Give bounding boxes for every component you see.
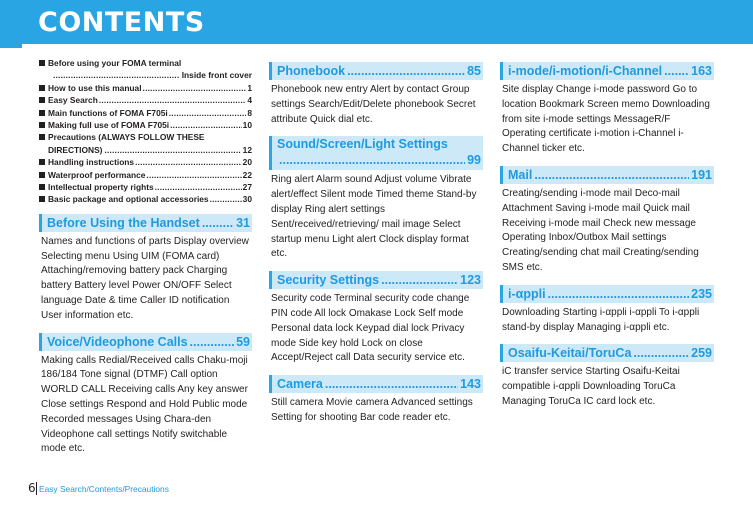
toc-leader-dots <box>169 107 247 119</box>
section-body-before-using: Names and functions of parts Display overview Selecting menu Using UIM (FOMA card) Attaching/removing battery pack Charging battery Battery level Power ON/OFF Select language Date & time Caller ID notification User information etc. <box>41 235 249 321</box>
toc-item-page: 12 <box>242 144 252 155</box>
section-page: 99 <box>467 153 481 168</box>
section-title: Sound/Screen/Light Settings <box>277 137 448 152</box>
toc-item[interactable] <box>39 82 252 94</box>
section-body-camera: Still camera Movie camera Advanced settings Setting for shooting Bar code reader etc. <box>271 397 473 423</box>
toc-item-title: How to use this manual <box>48 82 142 93</box>
square-bullet-icon <box>39 134 45 140</box>
section-title: i-αppli <box>508 286 546 301</box>
column-left <box>39 57 252 466</box>
footer-divider <box>36 482 37 495</box>
page-title: CONTENTS <box>38 7 205 38</box>
section-header-phonebook[interactable] <box>269 62 483 80</box>
toc-item[interactable] <box>39 181 252 193</box>
section-body-voice-calls: Making calls Redial/Received calls Chaku-moji 186/184 Tone signal (DTMF) Call option WORLD CALL Receiving calls Any key answer Close settings Respond and Hold Public mode Recorded messages Using Chara-den Videophone call settings Notify switchable mode etc. <box>41 354 248 455</box>
section-title: Osaifu-Keitai/ToruCa <box>508 346 632 361</box>
toc-item[interactable] <box>39 94 252 106</box>
footer-section-label: Easy Search/Contents/Precautions <box>39 484 169 494</box>
toc-item-page: 20 <box>242 157 252 168</box>
square-bullet-icon <box>39 172 45 178</box>
toc-item-page: 27 <box>242 182 252 193</box>
toc-list <box>39 57 252 206</box>
section-page: 163 <box>691 64 712 78</box>
toc-item[interactable] <box>39 193 252 205</box>
toc-item-page: 8 <box>247 107 252 118</box>
section-page: 191 <box>691 167 712 182</box>
section-header-camera[interactable] <box>269 375 483 393</box>
square-bullet-icon <box>39 184 45 190</box>
section-page: 123 <box>460 273 481 288</box>
toc-item-page: 10 <box>242 120 252 131</box>
toc-leader-dots <box>135 156 242 168</box>
square-bullet-icon <box>39 60 45 66</box>
toc-leader-dots <box>155 181 242 193</box>
toc-leader-dots <box>210 193 242 205</box>
section-header-imode[interactable] <box>500 62 714 80</box>
section-title: Camera <box>277 377 323 392</box>
toc-item-page: 1 <box>247 82 252 93</box>
section-page: 143 <box>460 377 481 392</box>
section-title: i-mode/i-motion/i-Channel <box>508 64 663 78</box>
section-header-before-using[interactable] <box>39 214 252 232</box>
square-bullet-icon <box>39 159 45 165</box>
toc-item-title: Easy Search <box>48 95 98 106</box>
toc-item-title: Handling instructions <box>48 157 135 168</box>
toc-item-title: Basic package and optional accessories <box>48 194 209 205</box>
section-body-security: Security code Terminal security code change PIN code All lock Omakase Lock Self mode Personal data lock Keypad dial lock Privacy mode Side key hold Lock on close Accept/Reject call Data security service etc. <box>271 293 470 364</box>
toc-item-title: Before using your FOMA terminal <box>48 58 182 68</box>
section-body-imode: Site display Change i-mode password Go to location Bookmark Screen memo Downloading from site i-mode settings MessageR/F Operating certificate i-motion i-Channel i-Channel ticker etc. <box>502 84 710 155</box>
section-body-iappli: Downloading Starting i-αppli i-αppli To i-αppli stand-by display Managing i-αppli etc. <box>502 306 700 333</box>
toc-item[interactable] <box>39 107 252 119</box>
section-page: 31 <box>236 215 250 230</box>
toc-leader-dots <box>146 169 241 181</box>
toc-item[interactable] <box>39 131 252 143</box>
section-header-sound-screen[interactable] <box>269 136 483 170</box>
section-body-mail: Creating/sending i-mode mail Deco-mail Attachment Saving i-mode mail Quick mail Receiving i-mode mail Check new message Operating Inbox/Outbox Mail settings Creating/sending chat mail Creating/sending SMS etc. <box>502 187 699 273</box>
section-body-phonebook: Phonebook new entry Alert by contact Group settings Search/Edit/Delete phonebook Secret attribute Quick dial etc. <box>271 84 476 125</box>
toc-item-title: Waterproof performance <box>48 169 146 180</box>
toc-item-title: Precautions (ALWAYS FOLLOW THESE <box>48 132 205 143</box>
toc-item-page: 4 <box>247 95 252 106</box>
toc-item-page: 30 <box>242 194 252 205</box>
toc-item-continuation[interactable] <box>39 144 252 156</box>
section-body-sound-screen: Ring alert Alarm sound Adjust volume Vibrate alert/effect Silent mode Timed theme Stand-by display Ring alert settings Sent/received/retrieving/ mail image Select startup menu Light alert Clock display format etc. <box>271 174 477 260</box>
toc-leader-dots <box>143 82 247 94</box>
section-page: 85 <box>467 64 481 78</box>
section-page: 259 <box>691 346 712 361</box>
toc-leader-dots <box>99 94 247 106</box>
toc-leader-dots <box>170 119 242 131</box>
toc-item[interactable] <box>39 156 252 168</box>
toc-item[interactable] <box>39 119 252 131</box>
section-title: Mail <box>508 167 533 182</box>
square-bullet-icon <box>39 85 45 91</box>
toc-item-page: Inside front cover <box>181 70 252 81</box>
title-bar-step <box>0 40 22 48</box>
square-bullet-icon <box>39 196 45 202</box>
square-bullet-icon <box>39 110 45 116</box>
section-title: Before Using the Handset <box>47 215 200 230</box>
section-header-voice-calls[interactable] <box>39 333 252 351</box>
toc-item[interactable] <box>39 57 252 69</box>
section-header-osaifu[interactable] <box>500 344 714 362</box>
toc-item-title: Making full use of FOMA F705i <box>48 120 170 131</box>
section-body-osaifu: iC transfer service Starting Osaifu-Keitai compatible i-αppli Downloading ToruCa Managing ToruCa IC card lock etc. <box>502 366 680 407</box>
toc-item[interactable] <box>39 169 252 181</box>
section-header-iappli[interactable] <box>500 285 714 303</box>
toc-leader-dots <box>104 144 240 156</box>
toc-item-title: DIRECTIONS) <box>48 144 103 155</box>
section-header-security[interactable] <box>269 271 483 289</box>
section-title: Voice/Videophone Calls <box>47 334 188 349</box>
section-title: Phonebook <box>277 64 346 78</box>
section-page: 59 <box>236 334 250 349</box>
section-header-mail[interactable] <box>500 166 714 184</box>
toc-item-title: Intellectual property rights <box>48 182 154 193</box>
section-title: Security Settings <box>277 273 380 288</box>
column-right <box>500 62 714 419</box>
toc-item-title: Main functions of FOMA F705i <box>48 107 168 118</box>
page-number: 6 <box>28 481 36 495</box>
column-middle <box>269 62 483 435</box>
square-bullet-icon <box>39 122 45 128</box>
square-bullet-icon <box>39 97 45 103</box>
toc-leader-dots <box>53 69 180 81</box>
toc-item-page: 22 <box>242 169 252 180</box>
section-page: 235 <box>691 286 712 301</box>
toc-item-continuation[interactable] <box>39 69 252 81</box>
